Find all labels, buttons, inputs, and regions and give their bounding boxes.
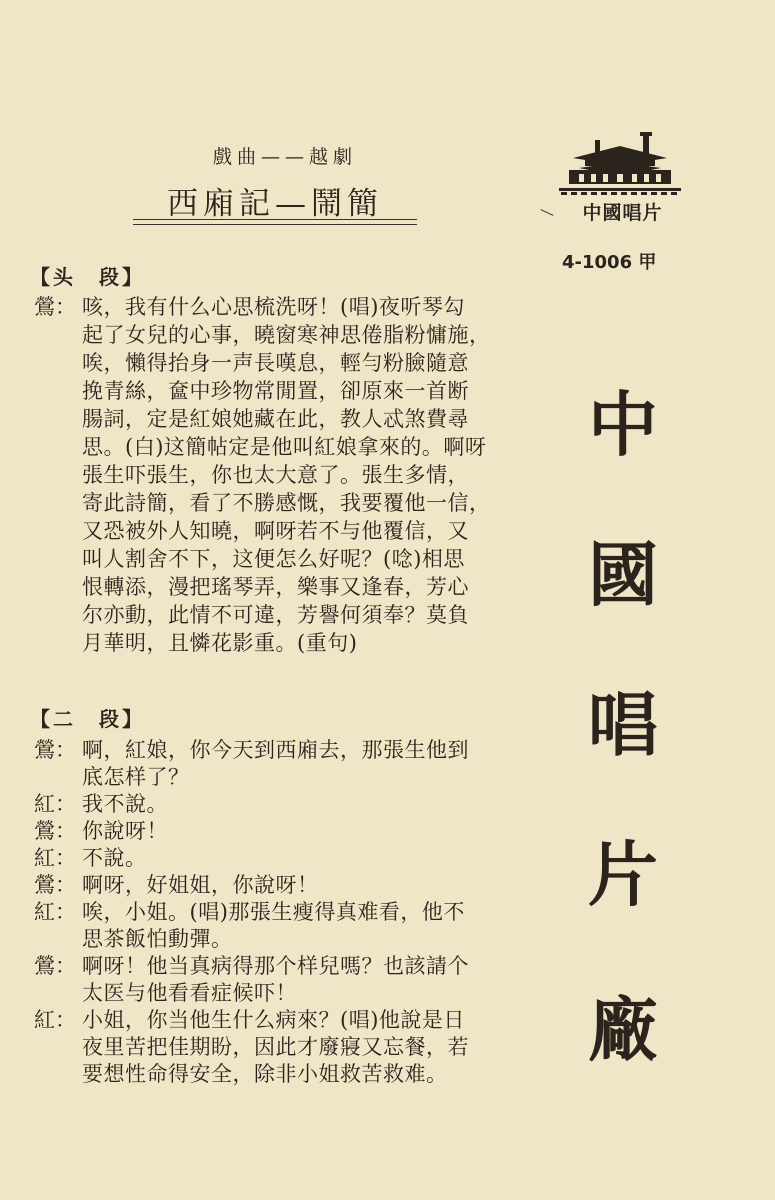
lyric-line — [34, 740, 469, 761]
speaker-label: 紅： — [34, 846, 76, 870]
lyric-line — [34, 1010, 465, 1031]
line-text: 尔亦動，此情不可違，芳譽何須奉？莫負 — [82, 603, 469, 627]
speaker-label — [34, 325, 82, 346]
lyric-line — [34, 633, 357, 654]
lyric-line — [34, 521, 469, 542]
line-text: 唉，懶得抬身一声長嘆息，輕勻粉臉隨意 — [82, 351, 469, 375]
lyric-line — [34, 437, 486, 458]
line-text: 思。(白)这簡帖定是他叫紅娘拿來的。啊呀 — [82, 435, 487, 459]
lyric-line — [34, 549, 465, 570]
speaker-label — [34, 381, 82, 402]
line-text: 不說。 — [82, 846, 147, 870]
speaker-label — [34, 1037, 82, 1058]
lyric-line — [34, 605, 469, 626]
line-text: 挽青絲，奩中珍物常閒置，卻原來一首断 — [82, 379, 469, 403]
vertical-char-4: 片 — [588, 833, 658, 916]
line-text: 啊呀！他当真病得那个样兒嗎？也該請个 — [82, 954, 469, 978]
speaker-label — [34, 493, 82, 514]
lyric-line — [34, 929, 233, 950]
line-text: 底怎样了？ — [82, 765, 190, 789]
speaker-label: 紅： — [34, 1008, 76, 1032]
title-double-rule — [133, 219, 417, 225]
line-text: 夜里苦把佳期盼，因此才廢寢又忘餐，若 — [82, 1035, 469, 1059]
line-text: 要想性命得安全，除非小姐救苦救难。 — [82, 1062, 448, 1086]
speaker-label: 鶯： — [34, 738, 76, 762]
lyric-line — [34, 794, 168, 815]
lyric-line — [34, 848, 147, 869]
speaker-label — [34, 409, 82, 430]
speaker-label — [34, 353, 82, 374]
line-text: 恨轉添，漫把瑤琴弄，樂事又逢春，芳心 — [82, 575, 469, 599]
lyric-line — [34, 493, 491, 514]
line-text: 唉，小姐。(唱)那張生瘦得真难看，他不 — [82, 900, 465, 924]
opera-title: 西廂記—鬧簡 — [167, 186, 383, 222]
speaker-label — [34, 465, 82, 486]
catalog-number: 4-1006 甲 — [562, 252, 657, 273]
speaker-label: 紅： — [34, 792, 76, 816]
line-text: 腸詞，定是紅娘她藏在此，教人忒煞費尋 — [82, 407, 469, 431]
vertical-char-2: 國 — [588, 533, 658, 616]
lyric-line — [34, 983, 297, 1004]
line-text: 又恐被外人知曉，啊呀若不与他覆信，又 — [82, 519, 469, 543]
lyric-line — [34, 821, 168, 842]
speaker-label: 鶯： — [34, 954, 76, 978]
section-heading: 【头 段】 — [30, 265, 145, 289]
lyric-line — [34, 325, 491, 346]
line-text: 張生吓張生，你也太大意了。張生多情， — [82, 463, 469, 487]
speaker-label — [34, 605, 82, 626]
lyric-line — [34, 767, 190, 788]
line-text: 小姐，你当他生什么病來？(唱)他說是日 — [82, 1008, 465, 1032]
line-text: 咳，我有什么心思梳洗呀！(唱)夜听琴勾 — [82, 295, 465, 319]
speaker-label: 鶯： — [34, 819, 76, 843]
lyric-line — [34, 1064, 448, 1085]
section-heading: 【二 段】 — [30, 707, 145, 731]
vertical-char-5: 廠 — [588, 988, 658, 1071]
line-text: 啊，紅娘，你今天到西廂去，那張生他到 — [82, 738, 469, 762]
line-text: 月華明，且憐花影重。(重句) — [82, 631, 358, 655]
speaker-label — [34, 549, 82, 570]
vertical-studio-name — [588, 295, 658, 1150]
line-text: 啊呀，好姐姐，你說呀！ — [82, 873, 319, 897]
line-text: 寄此詩簡，看了不勝感慨，我要覆他一信， — [82, 491, 491, 515]
speaker-label — [34, 929, 82, 950]
lyric-line — [34, 875, 319, 896]
line-text: 太医与他看看症候吓！ — [82, 981, 297, 1005]
logo-wordmark: 中國唱片 — [582, 202, 663, 224]
speaker-label: 紅： — [34, 900, 76, 924]
line-text: 你說呀！ — [82, 819, 168, 843]
speaker-label — [34, 983, 82, 1004]
speaker-label: 鶯： — [34, 295, 76, 319]
lyric-line — [34, 353, 469, 374]
line-text: 起了女兒的心事，曉窗寒神思倦脂粉慵施， — [82, 323, 491, 347]
lyric-line — [34, 577, 469, 598]
lyric-line — [34, 956, 469, 977]
line-text: 我不說。 — [82, 792, 168, 816]
genre-heading: 戲曲——越劇 — [212, 146, 357, 168]
speaker-label — [34, 437, 82, 458]
speaker-label — [34, 767, 82, 788]
speaker-label — [34, 577, 82, 598]
speaker-label — [34, 1064, 82, 1085]
speaker-label — [34, 633, 82, 654]
lyric-line — [34, 1037, 469, 1058]
line-text: 叫人割舍不下，这便怎么好呢？(唸)相思 — [82, 547, 465, 571]
lyric-line — [34, 902, 465, 923]
speaker-label — [34, 521, 82, 542]
vertical-char-3: 唱 — [588, 683, 658, 766]
speaker-label: 鶯： — [34, 873, 76, 897]
line-text: 思茶飯怕動彈。 — [82, 927, 233, 951]
lyric-line — [34, 297, 465, 318]
lyric-line — [34, 381, 469, 402]
vertical-char-1: 中 — [588, 383, 658, 466]
lyric-line — [34, 465, 469, 486]
lyric-line — [34, 409, 469, 430]
logo-tick-mark — [540, 209, 553, 216]
